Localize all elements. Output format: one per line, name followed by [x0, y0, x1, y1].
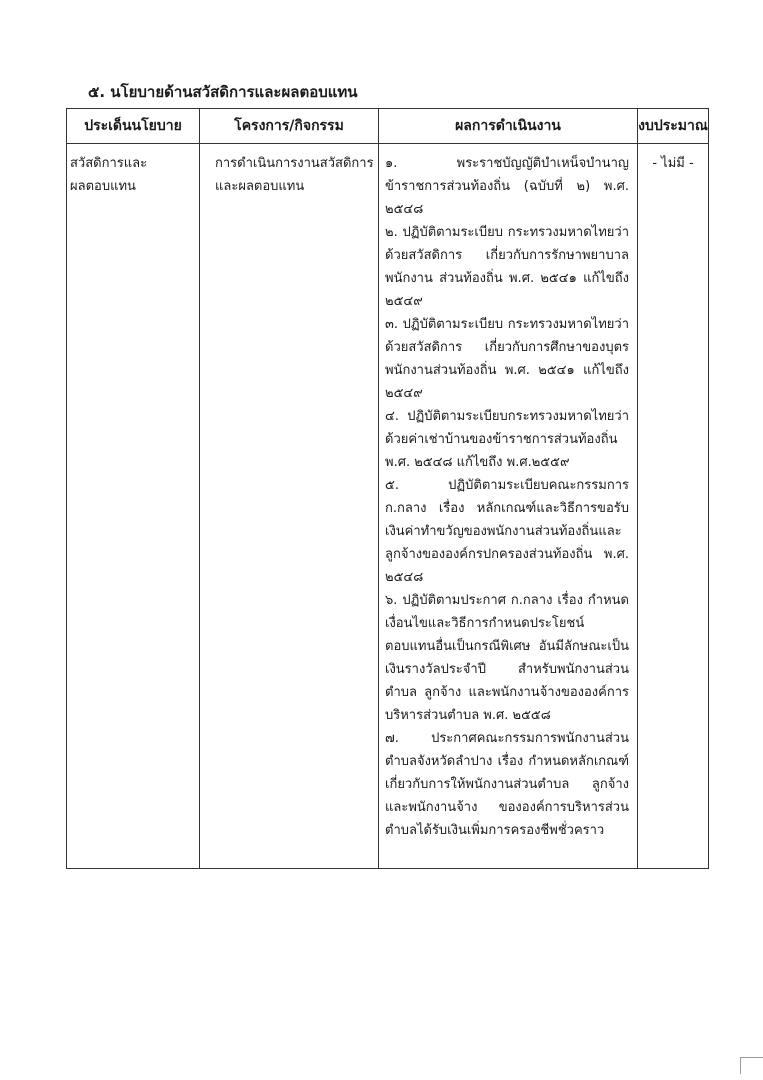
budget-value: - ไม่มี - — [652, 156, 694, 171]
policy-line: สวัสดิการและ — [70, 156, 148, 171]
table-header-row — [67, 109, 709, 144]
page-corner-mark — [740, 1057, 763, 1074]
policy-table — [66, 108, 709, 869]
policy-line: ผลตอบแทน — [70, 179, 136, 194]
result-item-2: ๒. ปฏิบัติตามระเบียบ กระทรวงมหาดไทยว่าด้วยสวัสดิการ เกี่ยวกับการรักษาพยาบาลพนักงาน ส่วนท้องถิ่น พ.ศ. ๒๕๔๑ แก้ไขถึง ๒๕๔๙ — [385, 225, 629, 309]
table-row — [67, 144, 709, 869]
result-item-7: ๗. ประกาศคณะกรรมการพนักงานส่วนตำบลจังหวัดลำปาง เรื่อง กำหนดหลักเกณฑ์เกี่ยวกับการให้พนักงานส่วนตำบล ลูกจ้างและพนักงานจ้าง ขององค์การบริหารส่วนตำบลได้รับเงินเพิ่มการครองชีพชั่วคราว — [385, 731, 629, 838]
header-budget: งบประมาณ — [638, 109, 709, 144]
cell-project-activity — [200, 144, 379, 869]
result-item-3: ๓. ปฏิบัติตามระเบียบ กระทรวงมหาดไทยว่าด้วยสวัสดิการ เกี่ยวกับการศึกษาของบุตรพนักงานส่วนท้องถิ่น พ.ศ. ๒๕๔๑ แก้ไขถึง ๒๕๔๙ — [385, 317, 629, 401]
header-results: ผลการดำเนินงาน — [379, 109, 638, 144]
cell-budget — [638, 144, 709, 869]
result-item-6: ๖. ปฏิบัติตามประกาศ ก.กลาง เรื่อง กำหนดเงื่อนไขและวิธีการกำหนดประโยชน์ตอบแทนอื่นเป็นกรณีพิเศษ อันมีลักษณะเป็นเงินรางวัลประจำปี สำหรับพนักงานส่วนตำบล ลูกจ้าง และพนักงานจ้างขององค์การบริหารส่วนตำบล พ.ศ. ๒๕๕๘ — [385, 593, 629, 723]
header-policy-issue: ประเด็นนโยบาย — [67, 109, 200, 144]
header-project-activity: โครงการ/กิจกรรม — [200, 109, 379, 144]
cell-results — [379, 144, 638, 869]
section-heading: ๕. นโยบายด้านสวัสดิการและผลตอบแทน — [88, 83, 358, 101]
result-item-4: ๔. ปฏิบัติตามระเบียบกระทรวงมหาดไทยว่าด้วยค่าเช่าบ้านของข้าราชการส่วนท้องถิ่น พ.ศ. ๒๕๔๘ แก้ไขถึง พ.ศ.๒๕๕๙ — [385, 409, 629, 470]
project-line: การดำเนินการงานสวัสดิการ — [215, 156, 374, 171]
result-item-5: ๕. ปฏิบัติตามระเบียบคณะกรรมการ ก.กลาง เรื่อง หลักเกณฑ์และวิธีการขอรับเงินค่าทำขวัญของพนักงานส่วนท้องถิ่นและลูกจ้างขององค์กรปกครองส่วนท้องถิ่น พ.ศ. ๒๕๔๘ — [385, 478, 629, 585]
result-item-1: ๑. พระราชบัญญัติบำเหน็จบำนาญข้าราชการส่วนท้องถิ่น (ฉบับที่ ๒) พ.ศ. ๒๕๔๘ — [385, 156, 629, 217]
project-line: และผลตอบแทน — [215, 179, 305, 194]
cell-policy-issue — [67, 144, 200, 869]
